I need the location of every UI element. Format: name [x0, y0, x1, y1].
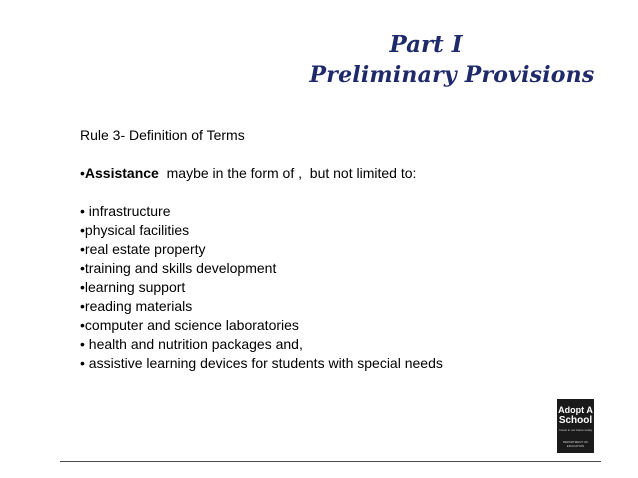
- list-item: •real estate property: [80, 241, 206, 257]
- assistance-text: maybe in the form of , but not limited to:: [158, 165, 417, 181]
- list-item: •physical facilities: [80, 222, 190, 238]
- list-item: •training and skills development: [80, 260, 277, 276]
- list-item: •computer and science laboratories: [80, 317, 299, 333]
- slide-title: [300, 30, 620, 90]
- logo-footer: DEPARTMENT OF EDUCATION: [562, 440, 589, 448]
- title-part: Part I: [389, 31, 463, 58]
- assistance-bullet: •: [80, 165, 85, 181]
- logo-line-adopt: Adopt A: [558, 405, 593, 415]
- footer-divider: [60, 461, 601, 462]
- list-item: •learning support: [80, 279, 186, 295]
- assistance-term: Assistance: [84, 165, 159, 181]
- logo-tagline: Invest in our future today: [558, 428, 593, 432]
- assistance-items-list: [80, 202, 443, 373]
- list-item: •reading materials: [80, 298, 193, 314]
- list-item: • health and nutrition packages and,: [80, 336, 303, 352]
- slide-content: [80, 126, 443, 373]
- assistance-definition: [80, 164, 443, 183]
- adopt-a-school-logo: [557, 399, 594, 453]
- rule-heading: Rule 3- Definition of Terms: [80, 127, 245, 143]
- list-item: • assistive learning devices for students with special needs: [80, 355, 443, 371]
- title-subtitle: Preliminary Provisions: [309, 62, 595, 88]
- logo-line-school: School: [558, 415, 593, 426]
- list-item: • infrastructure: [80, 203, 171, 219]
